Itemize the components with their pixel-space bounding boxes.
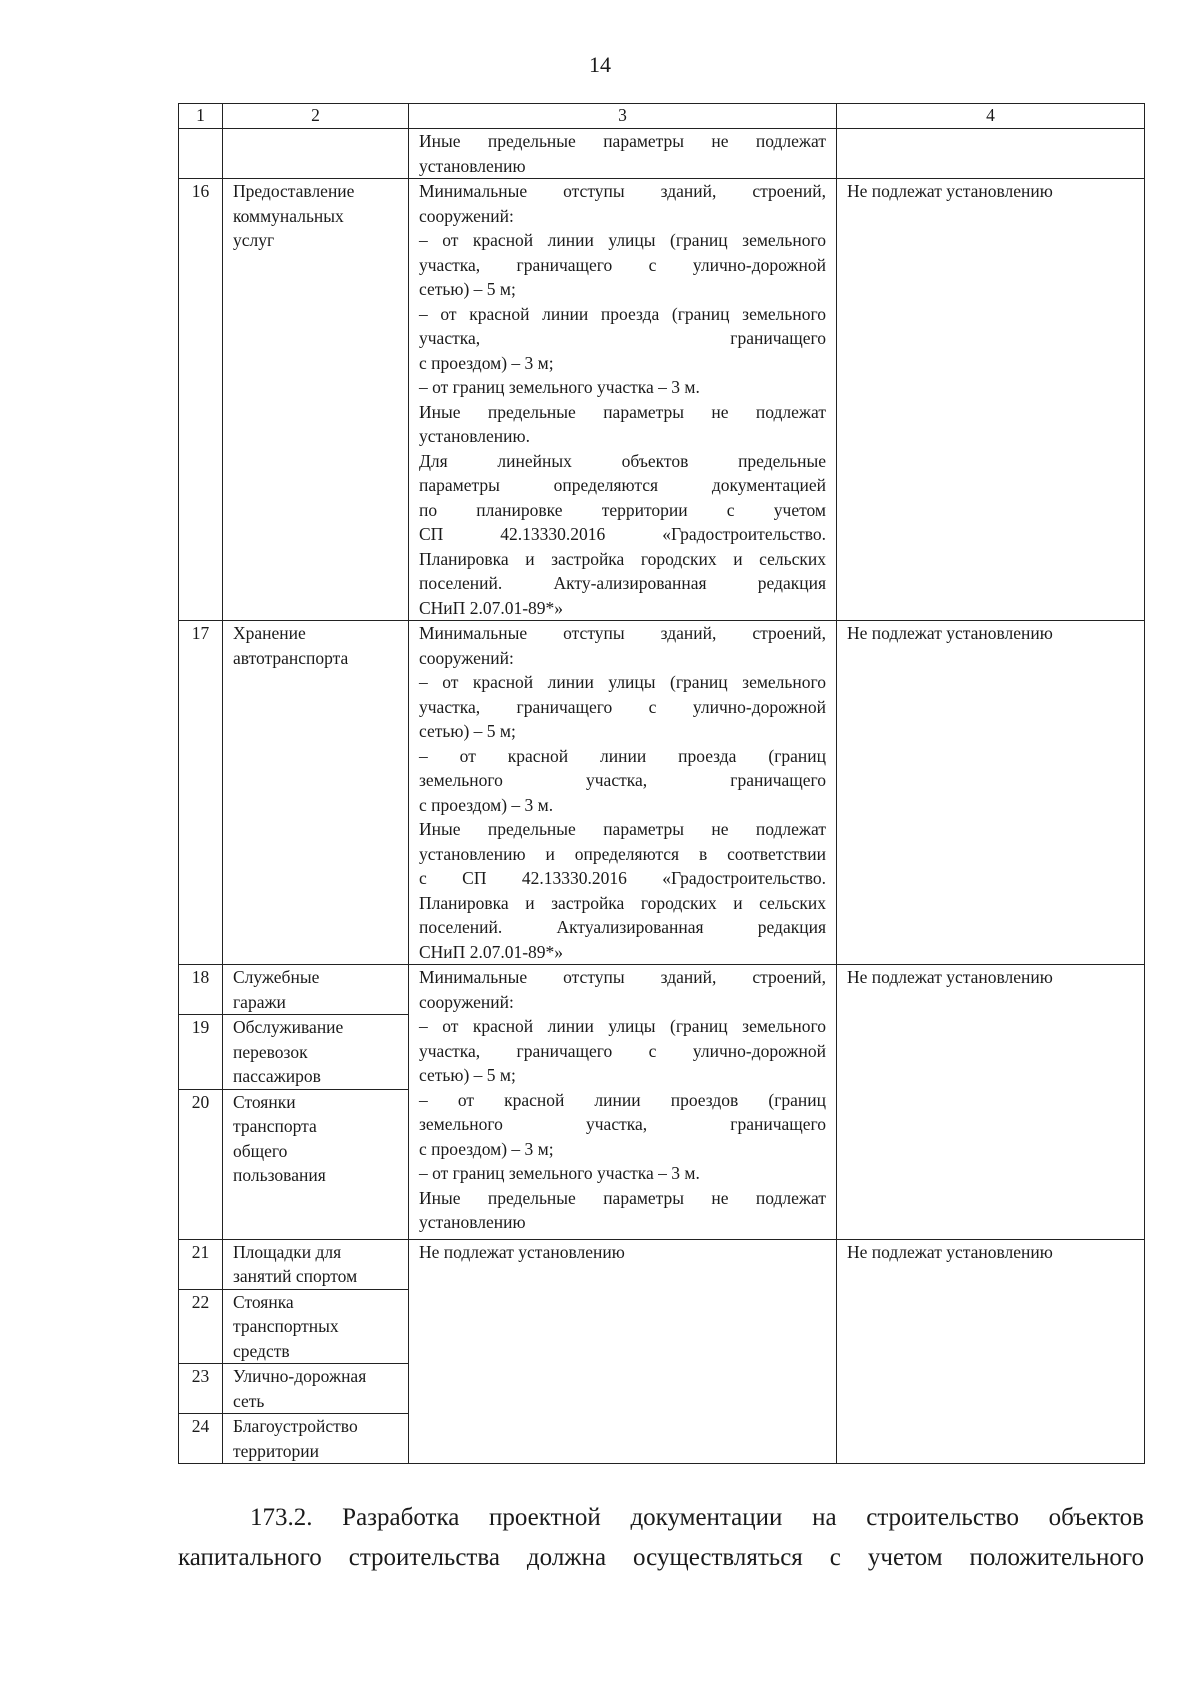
text-line: Минимальные отступы зданий, строений, xyxy=(419,967,826,987)
parameters-table xyxy=(178,103,1145,1464)
row-number: 20 xyxy=(179,1089,223,1239)
name-line: занятий спортом xyxy=(233,1266,358,1286)
row-number: 24 xyxy=(179,1414,223,1464)
row-name xyxy=(223,965,409,1015)
header-col-3: 3 xyxy=(409,104,837,129)
text-line: сетью) – 5 м; xyxy=(419,721,516,741)
text-line: с проездом) – 3 м. xyxy=(419,794,554,815)
row-name xyxy=(223,1414,409,1464)
text-line: – от красной линии улицы (границ земельного xyxy=(419,672,826,692)
name-line: Обслуживание xyxy=(233,1017,344,1037)
row-cont-col3 xyxy=(409,129,837,179)
text-line: земельного участка, граничащего xyxy=(419,1114,826,1134)
text-line: – от красной линии улицы (границ земельного xyxy=(419,230,826,250)
name-line: автотранспорта xyxy=(233,647,349,668)
row-number: 16 xyxy=(179,179,223,621)
text-line: установлению. xyxy=(419,426,530,446)
text-line: Планировка и застройка городских и сельских xyxy=(419,548,826,569)
row-name xyxy=(223,1089,409,1239)
text-line: Иные предельные параметры не подлежат xyxy=(419,401,826,422)
paragraph-line-1: 173.2. Разработка проектной документации на строительство объектов xyxy=(250,1504,1144,1531)
row-number: 23 xyxy=(179,1364,223,1414)
text-line: – от красной линии улицы (границ земельного xyxy=(419,1016,826,1036)
name-line: территории xyxy=(233,1440,319,1461)
text-line: установлению xyxy=(419,155,526,176)
row-17-col3 xyxy=(409,621,837,965)
row-name xyxy=(223,1364,409,1414)
body-paragraph xyxy=(178,1498,1144,1578)
text-line: Для линейных объектов предельные xyxy=(419,450,826,471)
row-name xyxy=(223,621,409,965)
name-line: Стоянки xyxy=(233,1091,296,1112)
text-line: СНиП 2.07.01-89*» xyxy=(419,597,564,618)
text-line: параметры определяются документацией xyxy=(419,475,826,495)
text-line: СНиП 2.07.01-89*» xyxy=(419,941,564,962)
text-line: – от границ земельного участка – 3 м. xyxy=(419,1163,700,1183)
text-line: сооружений: xyxy=(419,647,514,668)
text-line: Минимальные отступы зданий, строений, xyxy=(419,181,826,201)
row-number: 22 xyxy=(179,1289,223,1364)
name-line: общего xyxy=(233,1140,288,1161)
row-number: 17 xyxy=(179,621,223,965)
group-18-20-col4: Не подлежат установлению xyxy=(837,965,1145,1240)
name-line: Служебные xyxy=(233,967,320,987)
name-line: сеть xyxy=(233,1390,265,1411)
text-line: установлению xyxy=(419,1212,526,1232)
row-number: 18 xyxy=(179,965,223,1015)
text-line: Планировка и застройка городских и сельских xyxy=(419,892,826,913)
text-line: с проездом) – 3 м; xyxy=(419,352,554,373)
name-line: перевозок xyxy=(233,1041,308,1062)
text-line: участка, граничащего с улично-дорожной xyxy=(419,254,826,275)
text-line: сетью) – 5 м; xyxy=(419,279,516,299)
text-line: установлению и определяются в соответствии xyxy=(419,843,826,864)
name-line: пользования xyxy=(233,1165,326,1185)
row-name xyxy=(223,179,409,621)
text-line: поселений. Актуализированная редакция xyxy=(419,917,826,937)
name-line: Благоустройство xyxy=(233,1416,358,1436)
row-number: 21 xyxy=(179,1239,223,1289)
table-row-continuation xyxy=(179,129,1145,179)
name-line: Хранение xyxy=(233,623,306,643)
table-row-17 xyxy=(179,621,1145,965)
row-name xyxy=(223,1289,409,1364)
page-number: 14 xyxy=(589,52,611,77)
row-name xyxy=(223,1239,409,1289)
name-line: транспорта xyxy=(233,1116,317,1136)
text-line: земельного участка, граничащего xyxy=(419,770,826,790)
text-line: Иные предельные параметры не подлежат xyxy=(419,819,826,839)
text-line: Минимальные отступы зданий, строений, xyxy=(419,623,826,643)
row-16-col4: Не подлежат установлению xyxy=(837,179,1145,621)
row-17-col4: Не подлежат установлению xyxy=(837,621,1145,965)
name-line: средств xyxy=(233,1340,290,1361)
table-row-21 xyxy=(179,1239,1145,1289)
name-line: Предоставление xyxy=(233,181,355,201)
text-line: с проездом) – 3 м; xyxy=(419,1138,554,1159)
group-18-20-col3 xyxy=(409,965,837,1240)
row-16-col3 xyxy=(409,179,837,621)
text-line: Иные предельные параметры не подлежат xyxy=(419,131,826,151)
table-row-18 xyxy=(179,965,1145,1015)
row-number: 19 xyxy=(179,1015,223,1090)
name-line: гаражи xyxy=(233,991,286,1012)
text-line: с СП 42.13330.2016 «Градостроительство. xyxy=(419,868,826,888)
text-line: сооружений: xyxy=(419,991,514,1012)
text-line: – от красной линии проездов (границ xyxy=(419,1089,826,1110)
name-line: услуг xyxy=(233,230,275,250)
header-col-4: 4 xyxy=(837,104,1145,129)
text-line: Иные предельные параметры не подлежат xyxy=(419,1187,826,1208)
name-line: транспортных xyxy=(233,1316,339,1336)
text-line: СП 42.13330.2016 «Градостроительство. xyxy=(419,524,826,544)
header-col-1: 1 xyxy=(179,104,223,129)
name-line: Стоянка xyxy=(233,1291,294,1312)
name-line: пассажиров xyxy=(233,1066,321,1086)
text-line: участка, граничащего с улично-дорожной xyxy=(419,696,826,717)
text-line: сооружений: xyxy=(419,205,514,226)
text-line: сетью) – 5 м; xyxy=(419,1065,516,1085)
text-line: – от границ земельного участка – 3 м. xyxy=(419,377,700,397)
table-row-16 xyxy=(179,179,1145,621)
table-header-row xyxy=(179,104,1145,129)
name-line: Площадки для xyxy=(233,1241,342,1262)
text-line: по планировке территории с учетом xyxy=(419,499,826,520)
text-line: – от красной линии проезда (границ земельного xyxy=(419,303,826,324)
text-line: участка, граничащего с улично-дорожной xyxy=(419,1040,826,1061)
name-line: коммунальных xyxy=(233,205,344,226)
text-line: поселений. Акту-ализированная редакция xyxy=(419,573,826,593)
text-line: – от красной линии проезда (границ xyxy=(419,745,826,766)
text-line: участка, граничащего xyxy=(419,328,826,348)
row-name xyxy=(223,1015,409,1090)
name-line: Улично-дорожная xyxy=(233,1366,367,1386)
paragraph-line-2: капитального строительства должна осуществляться с учетом положительного xyxy=(178,1544,1144,1571)
group-21-24-col3: Не подлежат установлению xyxy=(409,1239,837,1464)
group-21-24-col4: Не подлежат установлению xyxy=(837,1239,1145,1464)
header-col-2: 2 xyxy=(223,104,409,129)
